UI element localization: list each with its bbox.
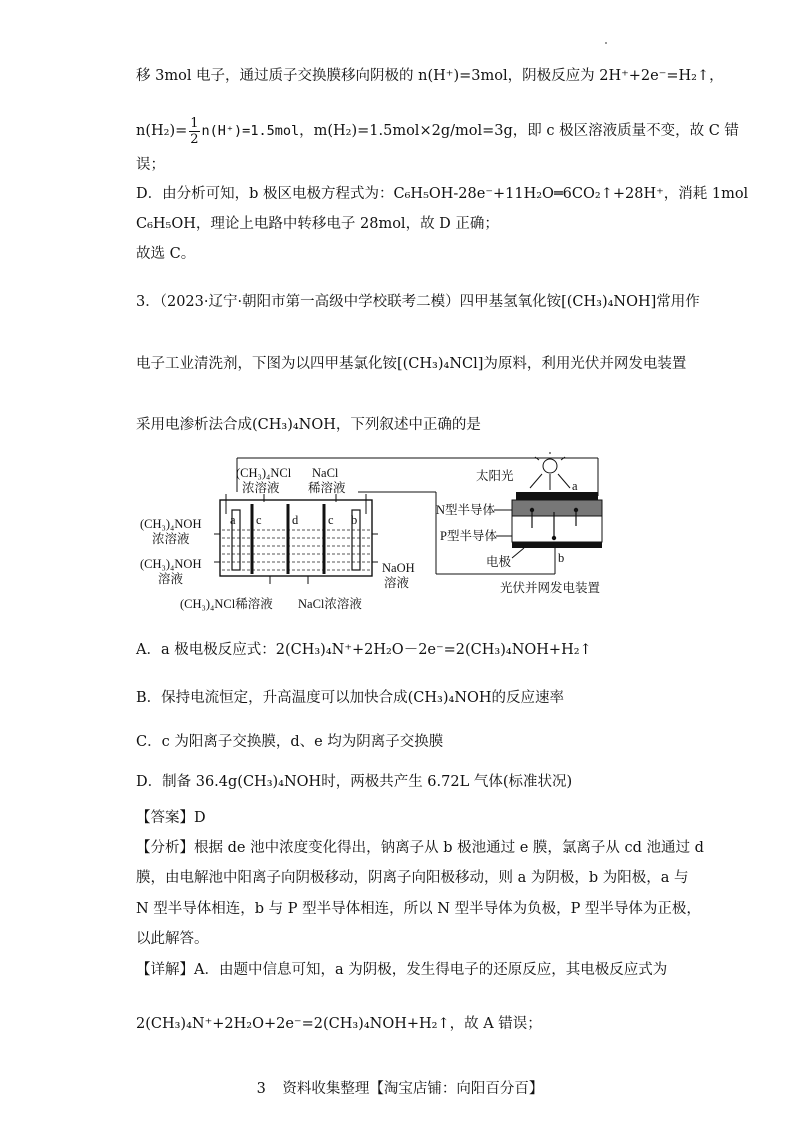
pv-bottom-electrode [512, 542, 602, 548]
left-upper-label-2: 浓溶液 [152, 532, 190, 546]
analysis-line-4: 以此解答。 [136, 931, 209, 947]
membrane-c2-label: c [328, 513, 334, 527]
option-b: B．保持电流恒定，升高温度可以加快合成(CH₃)₄NOH的反应速率 [136, 690, 565, 706]
p-type-label: P型半导体 [440, 529, 497, 543]
pv-b-label: b [558, 551, 565, 565]
electrode-b-label: b [351, 513, 358, 527]
text-line-4: D．由分析可知，b 极区电极方程式为：C₆H₅OH-28e⁻+11H₂O═6CO₂↑+28H⁺，消耗 1mol [136, 186, 749, 202]
h-plus-amount: n(H⁺)=1.5mol [201, 123, 300, 139]
p-type-layer [512, 516, 602, 542]
option-d: D．制备 36.4g(CH₃)₄NOH时，两极共产生 6.72L 气体(标准状况) [136, 774, 573, 790]
option-c: C．c 为阳离子交换膜，d、e 均为阴离子交换膜 [136, 734, 444, 750]
left-lower-label-2: 溶液 [158, 572, 184, 586]
pv-top-electrodes [516, 492, 598, 500]
text-line-5: C₆H₅OH，理论上电路中转移电子 28mol，故 D 正确； [136, 216, 499, 232]
top-left-label-2: 浓溶液 [242, 481, 280, 495]
h2-amount-label: n(H₂)= [136, 123, 188, 139]
electrode-a-label: a [230, 513, 236, 527]
top-mid-label-1: NaCl [312, 466, 339, 480]
option-a: A．a 极电极反应式：2(CH₃)₄N⁺+2H₂O－2e⁻=2(CH₃)₄NOH+H₂↑ [136, 642, 592, 658]
right-label-2: 溶液 [384, 576, 410, 590]
electrode-label: 电极 [486, 555, 512, 569]
analysis-line-1: 【分析】根据 de 池中浓度变化得出，钠离子从 b 极池通过 e 膜，氯离子从 cd 池通过 d [136, 840, 704, 856]
detail-line-2: 2(CH₃)₄N⁺+2H₂O+2e⁻=2(CH₃)₄NOH+H₂↑，故 A 错误； [136, 1016, 542, 1032]
sunlight-label: 太阳光 [476, 469, 514, 483]
bottom-right-label: NaCl浓溶液 [298, 597, 362, 611]
top-mid-label-2: 稀溶液 [308, 481, 346, 495]
text-line-1: 移 3mol 电子，通过质子交换膜移向阴极的 n(H⁺)=3mol，阴极反应为 2H⁺+2e⁻=H₂↑， [136, 68, 724, 84]
electrode-leader [512, 548, 524, 558]
carrier-dot-2 [552, 536, 556, 540]
left-lower-label-1: (CH₃)₄NOH [140, 557, 202, 571]
pv-a-label: a [572, 479, 578, 493]
carrier-dot-1 [530, 508, 534, 512]
top-left-label-1: (CH₃)₄NCl [236, 466, 292, 480]
footer-note: 资料收集整理【淘宝店铺：向阳百分百】 [282, 1081, 544, 1097]
h2-mass-text: ，m(H₂)=1.5mol×2g/mol=3g，即 c 极区溶液质量不变，故 C 错 [299, 123, 739, 139]
analysis-line-3: N 型半导体相连，b 与 P 型半导体相连，所以 N 型半导体为负极，P 型半导体为正极， [136, 901, 701, 917]
text-line-6: 故选 C。 [136, 246, 196, 262]
analysis-line-2: 膜，由电解池中阳离子向阴极移动，阴离子向阳极移动，则 a 为阴极，b 为阳极，a 与 [136, 870, 689, 886]
fraction-denominator: 2 [190, 131, 199, 147]
question-line-3: 采用电渗析法合成(CH₃)₄NOH，下列叙述中正确的是 [136, 417, 481, 433]
membrane-c1-label: c [256, 513, 262, 527]
text-line-3: 误； [136, 157, 165, 173]
n-type-label: N型半导体 [436, 503, 496, 517]
scan-speck [605, 42, 607, 44]
bottom-left-label: (CH₃)₄NCl稀溶液 [180, 597, 273, 611]
page-footer [0, 1077, 800, 1098]
right-label-1: NaOH [382, 561, 415, 575]
detail-line-1: 【详解】A．由题中信息可知，a 为阴极，发生得电子的还原反应，其电极反应式为 [136, 962, 668, 978]
text-line-2 [136, 114, 739, 148]
electrodialysis-diagram [140, 452, 630, 620]
membrane-d-label: d [292, 513, 299, 527]
n-type-layer [512, 500, 602, 516]
page-number: 3 [256, 1081, 266, 1097]
carrier-dot-3 [574, 508, 578, 512]
pv-caption: 光伏并网发电装置 [500, 581, 601, 595]
left-upper-label-1: (CH₃)₄NOH [140, 517, 202, 531]
fraction-half [189, 116, 199, 147]
fraction-numerator: 1 [190, 115, 199, 131]
question-intro: 3．（2023·辽宁·朝阳市第一高级中学校联考二模）四甲基氢氧化铵[(CH₃)₄NOH]常用作 [136, 294, 700, 310]
answer-line: 【答案】D [136, 810, 206, 826]
question-line-2: 电子工业清洗剂，下图为以四甲基氯化铵[(CH₃)₄NCl]为原料，利用光伏并网发电装置 [136, 356, 687, 372]
